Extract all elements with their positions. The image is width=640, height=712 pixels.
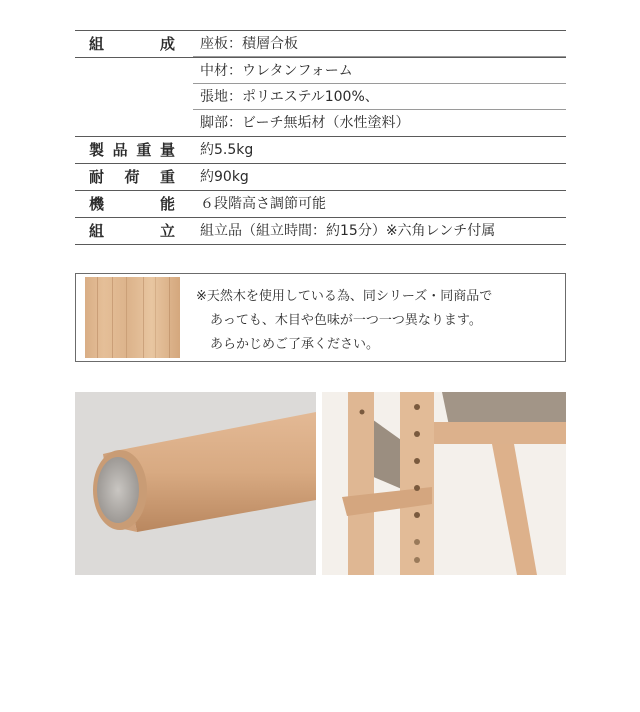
notice-line: ※天然木を使用している為、同シリーズ・同商品で bbox=[196, 289, 493, 304]
spec-value: 脚部：ビーチ無垢材（水性塗料） bbox=[200, 115, 410, 131]
spec-value: 約5.5kg bbox=[200, 142, 254, 158]
spec-label: 機 能 bbox=[89, 195, 175, 213]
spec-row-composition-fabric bbox=[75, 84, 566, 110]
spec-value: 張地：ポリエステル100%、 bbox=[200, 89, 379, 105]
spec-row-weight bbox=[75, 137, 566, 164]
chair-leg-felt-pad-image bbox=[75, 392, 316, 575]
spec-value: 組立品（組立時間：約15分）※六角レンチ付属 bbox=[200, 223, 496, 239]
wood-notice-text bbox=[196, 285, 492, 357]
spec-row-composition-legs bbox=[75, 110, 566, 137]
wood-notice-box bbox=[75, 273, 566, 362]
notice-line: あらかじめご了承ください。 bbox=[210, 337, 380, 352]
spec-row-assembly bbox=[75, 218, 566, 245]
spec-row-function bbox=[75, 191, 566, 218]
spec-value: 約90kg bbox=[200, 169, 249, 185]
spec-row-composition bbox=[75, 30, 566, 58]
notice-line: あっても、木目や色味が一つ一つ異なります。 bbox=[210, 313, 482, 328]
spec-value: 中材：ウレタンフォーム bbox=[200, 63, 353, 79]
spec-label: 製 品 重 量 bbox=[89, 141, 175, 159]
spec-table bbox=[75, 30, 566, 245]
spec-value: 座板：積層合板 bbox=[200, 36, 298, 52]
leg-foot-photo bbox=[75, 392, 316, 575]
spec-label: 組 立 bbox=[89, 222, 175, 240]
spec-row-composition-cushion bbox=[75, 58, 566, 84]
spec-label: 耐 荷 重 bbox=[89, 168, 175, 186]
chair-height-adjust-image bbox=[322, 392, 566, 575]
spec-value: ６段階高さ調節可能 bbox=[200, 196, 326, 212]
spec-row-load-capacity bbox=[75, 164, 566, 191]
chair-side-photo bbox=[322, 392, 566, 575]
spec-label: 組 成 bbox=[89, 35, 175, 53]
wood-grain-swatch bbox=[85, 277, 180, 358]
